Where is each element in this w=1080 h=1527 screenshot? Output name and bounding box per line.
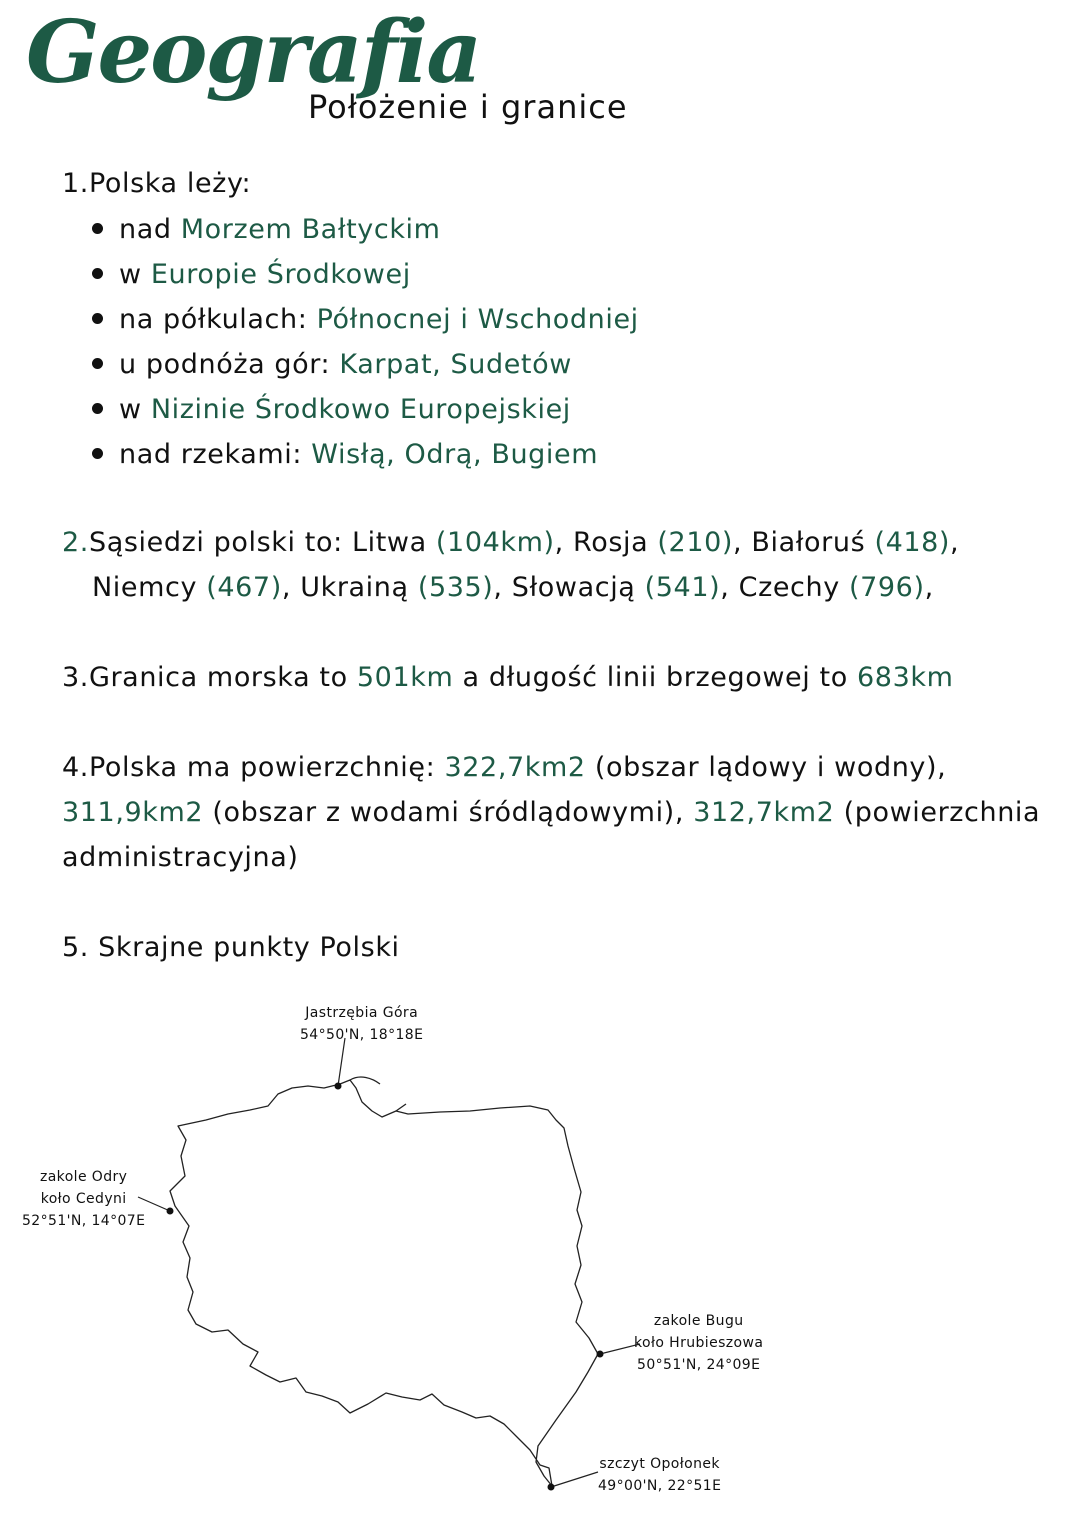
point-name: koło Cedyni — [40, 1191, 127, 1207]
point-north-label — [300, 1002, 423, 1046]
list-item — [88, 297, 639, 342]
neighbor-length: (796) — [848, 572, 925, 603]
list-item — [88, 342, 639, 387]
neighbor-length: (467) — [206, 572, 282, 603]
sea-border-value: 501km — [356, 662, 454, 693]
point-name: koło Hrubieszowa — [634, 1335, 764, 1351]
point-coords: 52°51'N, 14°07E — [22, 1213, 146, 1229]
item-value: Nizinie Środkowo Europejskiej — [150, 394, 571, 425]
coastline-value: 683km — [857, 662, 954, 693]
sea-border-line — [62, 662, 954, 694]
neighbor-name: Słowacją — [511, 572, 636, 603]
item-prefix: na półkulach: — [119, 304, 317, 335]
separator: , — [281, 572, 301, 603]
neighbor-length: (104km) — [435, 527, 555, 558]
area-line-1 — [62, 752, 946, 784]
location-list — [88, 207, 639, 477]
section3-text: a długość linii brzegowej to — [453, 662, 858, 693]
section5-heading: 5. Skrajne punkty Polski — [62, 932, 400, 963]
item-prefix: nad rzekami: — [119, 439, 312, 470]
hel-peninsula — [350, 1077, 380, 1084]
item-value: Morzem Bałtyckim — [180, 214, 441, 245]
point-name: zakole Bugu — [653, 1313, 744, 1329]
area-line-3 — [62, 842, 299, 874]
neighbor-length: (210) — [657, 527, 734, 558]
point-name: Jastrzębia Góra — [305, 1005, 419, 1021]
item-value: Wisłą, Odrą, Bugiem — [311, 439, 599, 470]
neighbor-length: (418) — [874, 527, 951, 558]
neighbor-name: Litwa — [351, 527, 427, 558]
neighbors-line-2 — [92, 572, 934, 604]
point-west-marker — [167, 1208, 174, 1215]
point-name: szczyt Opołonek — [599, 1456, 720, 1472]
separator: , — [554, 527, 574, 558]
separator: , — [733, 527, 752, 558]
bullet-icon — [92, 313, 103, 324]
bullet-icon — [92, 403, 103, 414]
section4-text: 4.Polska ma powierzchnię: — [62, 752, 445, 783]
point-west-label — [22, 1166, 145, 1232]
item-prefix: w — [119, 259, 151, 290]
neighbor-name: Rosja — [573, 527, 649, 558]
item-prefix: w — [119, 394, 151, 425]
list-item — [88, 252, 639, 297]
separator: , — [950, 527, 960, 558]
bullet-icon — [92, 358, 103, 369]
separator: , — [924, 572, 934, 603]
poland-outline-map — [0, 980, 1080, 1520]
page-subtitle: Położenie i granice — [308, 88, 628, 126]
bullet-icon — [92, 268, 103, 279]
page-title: Geografia — [26, 2, 481, 103]
item-value: Karpat, Sudetów — [339, 349, 572, 380]
neighbor-length: (541) — [644, 572, 721, 603]
neighbor-name: Białoruś — [751, 527, 866, 558]
poland-border — [170, 1080, 598, 1486]
neighbor-name: Niemcy — [92, 572, 198, 603]
neighbor-length: (535) — [417, 572, 494, 603]
point-north-marker — [335, 1083, 342, 1090]
area-line-2 — [62, 797, 1040, 829]
area-value: 322,7km2 — [444, 752, 586, 783]
neighbor-name: Czechy — [738, 572, 840, 603]
area-desc: (obszar lądowy i wodny), — [585, 752, 947, 783]
neighbor-name: Ukrainą — [300, 572, 409, 603]
point-south-label — [598, 1453, 721, 1497]
point-south-marker — [548, 1484, 555, 1491]
point-coords: 49°00'N, 22°51E — [598, 1478, 722, 1494]
list-item — [88, 207, 639, 252]
point-east-marker — [597, 1351, 604, 1358]
leader-line-south — [551, 1472, 598, 1487]
area-desc: (powierzchnia — [834, 797, 1041, 828]
section3-text: 3.Granica morska to — [62, 662, 357, 693]
area-desc: administracyjna) — [62, 842, 299, 873]
list-item — [88, 432, 639, 477]
bullet-icon — [92, 448, 103, 459]
separator: , — [720, 572, 739, 603]
point-coords: 54°50'N, 18°18E — [300, 1027, 424, 1043]
neighbors-line-1 — [62, 527, 959, 559]
point-name: zakole Odry — [39, 1169, 128, 1185]
point-east-label — [634, 1310, 763, 1376]
section1-heading: 1.Polska leży: — [62, 168, 252, 199]
area-value: 311,9km2 — [62, 797, 204, 828]
item-prefix: u podnóża gór: — [119, 349, 340, 380]
list-item — [88, 387, 639, 432]
vistula-spit — [396, 1104, 406, 1111]
item-value: Północnej i Wschodniej — [316, 304, 639, 335]
area-value: 312,7km2 — [693, 797, 835, 828]
bullet-icon — [92, 223, 103, 234]
item-prefix: nad — [119, 214, 181, 245]
point-coords: 50°51'N, 24°09E — [637, 1357, 761, 1373]
section2-number: 2. — [62, 527, 89, 558]
separator: , — [493, 572, 512, 603]
item-value: Europie Środkowej — [150, 259, 411, 290]
area-desc: (obszar z wodami śródlądowymi), — [203, 797, 694, 828]
section2-intro: Sąsiedzi polski to: — [88, 527, 352, 558]
